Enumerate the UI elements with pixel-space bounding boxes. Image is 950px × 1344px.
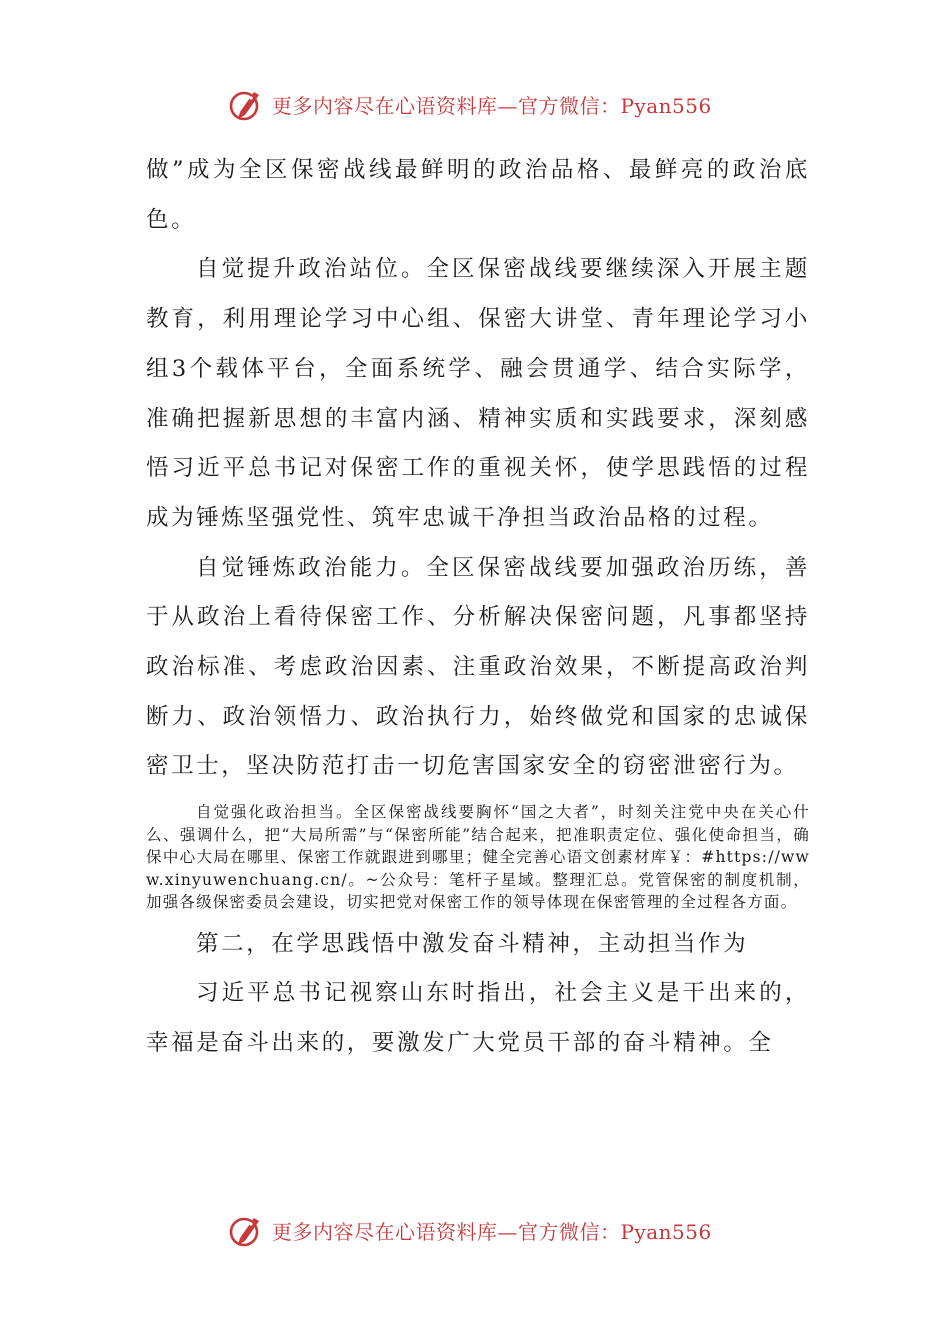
article-body [146,146,810,1069]
paragraph-political-stance: 自觉提升政治站位。全区保密战线要继续深入开展主题教育，利用理论学习中心组、保密大讲堂、青年理论学习小组3个载体平台，全面系统学、融会贯通学、结合实际学，准确把握新思想的丰富内涵、精神实质和实践要求，深刻感悟习近平总书记对保密工作的重视关怀，使学思践悟的过程成为锤炼坚强党性、筑牢忠诚干净担当政治品格的过程。 [146,256,810,531]
pen-nib-circle-icon [226,1210,266,1250]
footer-banner-text: 更多内容尽在心语资料库—官方微信：Pyan556 [272,1219,712,1244]
section-heading-second: 第二，在学思践悟中激发奋斗精神，主动担当作为 [196,930,749,957]
paragraph-striving-spirit: 习近平总书记视察山东时指出，社会主义是干出来的，幸福是奋斗出来的，要激发广大党员干部的奋斗精神。全 [146,980,810,1057]
pen-nib-circle-icon [226,84,266,124]
footer-banner [226,1208,746,1252]
header-banner [226,82,746,126]
paragraph-political-responsibility: 自觉强化政治担当。全区保密战线要胸怀“国之大者”，时刻关注党中央在关心什么、强调什么，把“大局所需”与“保密所能”结合起来，把准职责定位、强化使命担当，确保中心大局在哪里、保密工作就跟进到哪里；健全完善心语文创素材库￥：#https://www.xinyuwenchuang.cn/。~公众号：笔杆子星域。整理汇总。党管保密的制度机制，加强各级保密委员会建设，切实把党对保密工作的领导体现在保密管理的全过程各方面。 [146,803,810,912]
paragraph-political-ability: 自觉锤炼政治能力。全区保密战线要加强政治历练，善于从政治上看待保密工作、分析解决保密问题，凡事都坚持政治标准、考虑政治因素、注重政治效果，不断提高政治判断力、政治领悟力、政治执行力，始终做党和国家的忠诚保密卫士，坚决防范打击一切危害国家安全的窃密泄密行为。 [146,554,810,780]
paragraph-continued: 做”成为全区保密战线最鲜明的政治品格、最鲜亮的政治底色。 [146,157,810,233]
header-banner-text: 更多内容尽在心语资料库—官方微信：Pyan556 [272,93,712,118]
